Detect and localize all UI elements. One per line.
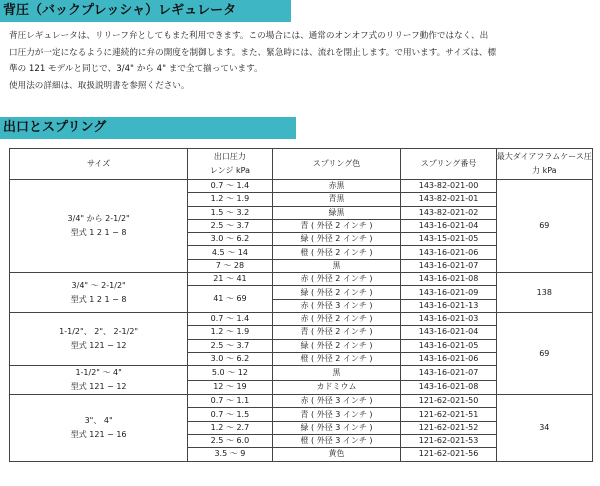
- range-cell: 0.7 〜 1.1: [188, 395, 272, 408]
- table-row: [10, 273, 593, 286]
- size-cell: [10, 395, 188, 461]
- size-cell: [10, 366, 188, 395]
- color-cell: 黒: [272, 259, 401, 272]
- range-cell: 0.7 〜 1.5: [188, 408, 272, 421]
- range-cell: 21 〜 41: [188, 273, 272, 286]
- section-title-back-pressure: 背圧（バックプレッシャ）レギュレータ: [0, 0, 291, 22]
- intro-line: 使用法の詳細は、取扱説明書を参照ください。: [9, 80, 190, 91]
- table-row: [10, 312, 593, 325]
- color-cell: 赤黒: [272, 180, 401, 193]
- header-range-line1: 出口圧力: [213, 152, 246, 161]
- part-cell: 143-16-021-07: [401, 259, 496, 272]
- header-range: [188, 149, 272, 180]
- range-cell: 3.5 〜 9: [188, 448, 272, 461]
- range-cell: 1.2 〜 1.9: [188, 193, 272, 206]
- size-line1: 1-1/2"、 2"、 2-1/2": [59, 327, 139, 337]
- table-row: [10, 395, 593, 408]
- header-max-pressure: 最大ダイアフラムケース圧力 kPa: [496, 149, 592, 180]
- part-cell: 143-16-021-13: [401, 299, 496, 312]
- header-color: スプリング色: [272, 149, 401, 180]
- size-line1: 3"、 4": [84, 415, 113, 425]
- part-cell: 143-82-021-01: [401, 193, 496, 206]
- max-pressure-cell: 34: [496, 395, 592, 461]
- part-cell: 121-62-021-53: [401, 435, 496, 448]
- part-cell: 143-16-021-08: [401, 273, 496, 286]
- size-line2: 型式 121 − 16: [70, 429, 127, 439]
- color-cell: 青 ( 外径 2 インチ ): [272, 326, 401, 339]
- part-cell: 143-82-021-00: [401, 180, 496, 193]
- size-cell: [10, 180, 188, 273]
- color-cell: 青黒: [272, 193, 401, 206]
- color-cell: 黄色: [272, 448, 401, 461]
- range-cell: 1.2 〜 2.7: [188, 421, 272, 434]
- intro-line: 口圧力が一定になるように連続的に弁の開度を制御します。また、緊急時には、流れを閉止します。で用います。サイズは、標: [9, 47, 497, 58]
- range-cell: 7 〜 28: [188, 259, 272, 272]
- color-cell: 緑 ( 外径 3 インチ ): [272, 421, 401, 434]
- size-line1: 3/4" から 2-1/2": [67, 214, 130, 224]
- intro-text: [9, 28, 594, 94]
- color-cell: 赤 ( 外径 3 インチ ): [272, 395, 401, 408]
- size-line1: 3/4" 〜 2-1/2": [71, 280, 126, 290]
- size-cell: [10, 312, 188, 365]
- range-cell: 3.0 〜 6.2: [188, 352, 272, 365]
- header-size: サイズ: [10, 149, 188, 180]
- range-cell: 41 〜 69: [188, 286, 272, 313]
- color-cell: 黒: [272, 366, 401, 381]
- range-cell: 2.5 〜 6.0: [188, 435, 272, 448]
- color-cell: 青 ( 外径 3 インチ ): [272, 408, 401, 421]
- color-cell: 青 ( 外径 2 インチ ): [272, 219, 401, 232]
- size-line1: 1-1/2" 〜 4": [75, 368, 122, 378]
- color-cell: 緑 ( 外径 2 インチ ): [272, 286, 401, 299]
- spring-table: [9, 148, 593, 462]
- part-cell: 143-16-021-04: [401, 219, 496, 232]
- part-cell: 143-82-021-02: [401, 206, 496, 219]
- range-cell: 3.0 〜 6.2: [188, 233, 272, 246]
- color-cell: 緑黒: [272, 206, 401, 219]
- max-pressure-cell: 69: [496, 180, 592, 273]
- intro-line: 準の 121 モデルと同じで、3/4" から 4" まで全て揃っています。: [9, 64, 263, 75]
- part-cell: 121-62-021-56: [401, 448, 496, 461]
- part-cell: 143-16-021-07: [401, 366, 496, 381]
- part-cell: 143-15-021-05: [401, 233, 496, 246]
- color-cell: 緑 ( 外径 2 インチ ): [272, 339, 401, 352]
- range-cell: 5.0 〜 12: [188, 366, 272, 381]
- part-cell: 121-62-021-51: [401, 408, 496, 421]
- part-cell: 143-16-021-06: [401, 246, 496, 259]
- part-cell: 121-62-021-52: [401, 421, 496, 434]
- intro-line: 背圧レギュレータは、リリーフ弁としてもまた利用できます。この場合には、通常のオンオフ式のリリーフ動作ではなく、出: [9, 31, 489, 41]
- size-line2: 型式 121 − 12: [70, 382, 127, 392]
- max-pressure-cell: 138: [496, 273, 592, 313]
- range-cell: 1.2 〜 1.9: [188, 326, 272, 339]
- range-cell: 0.7 〜 1.4: [188, 312, 272, 325]
- table-row: [10, 180, 593, 193]
- color-cell: 赤 ( 外径 2 インチ ): [272, 273, 401, 286]
- part-cell: 143-16-021-04: [401, 326, 496, 339]
- part-cell: 143-16-021-05: [401, 339, 496, 352]
- range-cell: 2.5 〜 3.7: [188, 219, 272, 232]
- size-line2: 型式 1 2 1 − 8: [70, 228, 127, 238]
- part-cell: 143-16-021-08: [401, 380, 496, 395]
- range-cell: 4.5 〜 14: [188, 246, 272, 259]
- size-line2: 型式 1 2 1 − 8: [70, 294, 127, 304]
- part-cell: 143-16-021-09: [401, 286, 496, 299]
- color-cell: 橙 ( 外径 3 インチ ): [272, 435, 401, 448]
- range-cell: 1.5 〜 3.2: [188, 206, 272, 219]
- color-cell: 橙 ( 外径 2 インチ ): [272, 352, 401, 365]
- range-cell: 12 〜 19: [188, 380, 272, 395]
- range-cell: 0.7 〜 1.4: [188, 180, 272, 193]
- part-cell: 121-62-021-50: [401, 395, 496, 408]
- header-range-line2: レンジ kPa: [209, 166, 250, 175]
- range-cell: 2.5 〜 3.7: [188, 339, 272, 352]
- section-title-outlet-spring: 出口とスプリング: [0, 117, 296, 139]
- max-pressure-cell: 69: [496, 312, 592, 394]
- size-line2: 型式 121 − 12: [70, 341, 127, 351]
- color-cell: 赤 ( 外径 2 インチ ): [272, 312, 401, 325]
- part-cell: 143-16-021-03: [401, 312, 496, 325]
- color-cell: カドミウム: [272, 380, 401, 395]
- color-cell: 赤 ( 外径 3 インチ ): [272, 299, 401, 312]
- table-header-row: [10, 149, 593, 180]
- color-cell: 緑 ( 外径 2 インチ ): [272, 233, 401, 246]
- size-cell: [10, 273, 188, 313]
- header-part: スプリング番号: [401, 149, 496, 180]
- color-cell: 橙 ( 外径 2 インチ ): [272, 246, 401, 259]
- part-cell: 143-16-021-06: [401, 352, 496, 365]
